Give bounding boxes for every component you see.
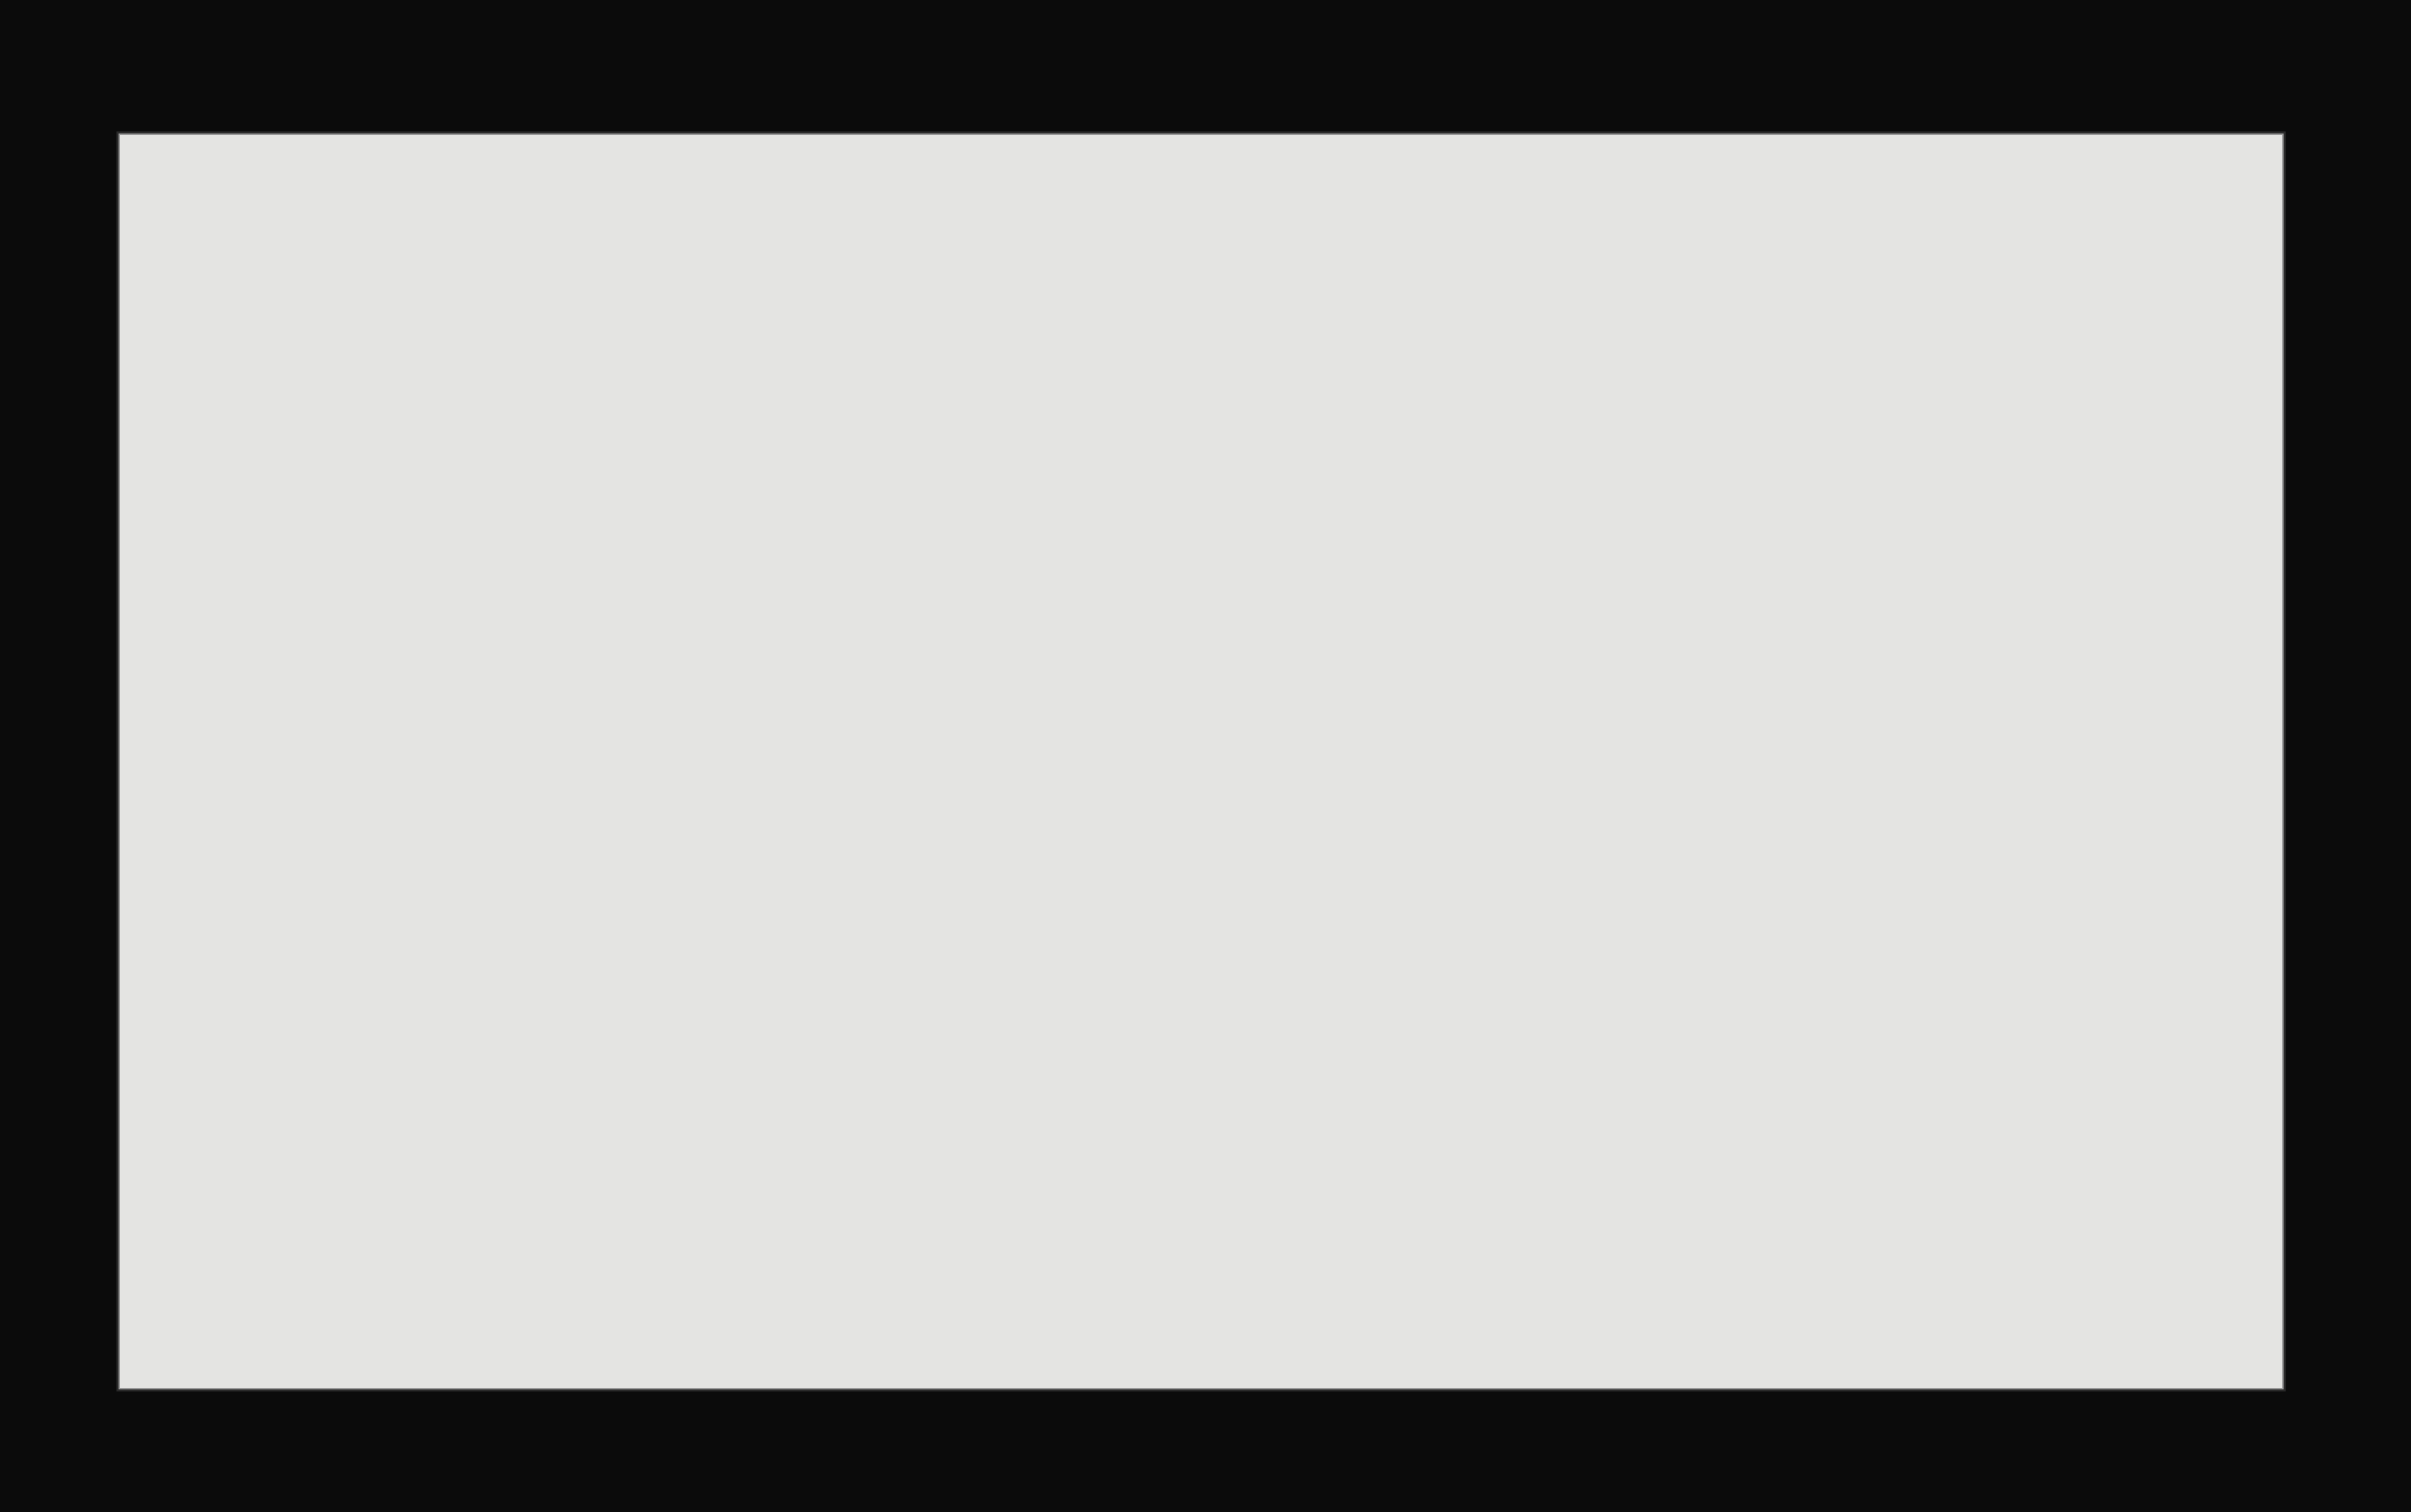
census-card [119,133,2284,1389]
lease-table [120,928,2282,1388]
crops-table [120,135,2282,462]
middle-section [120,462,2282,928]
